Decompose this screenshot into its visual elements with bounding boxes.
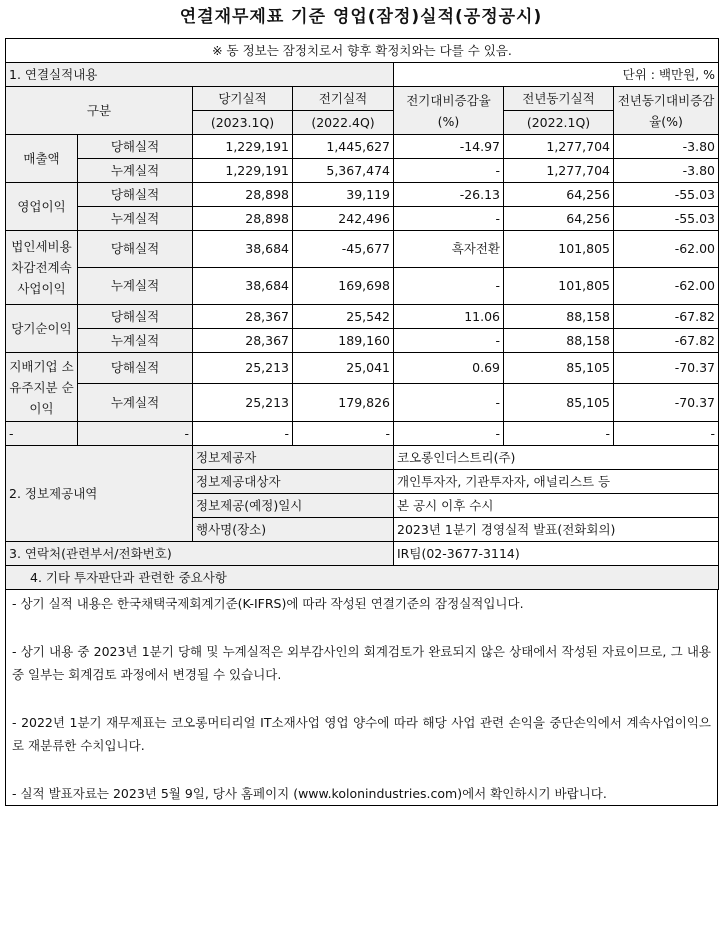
info-value: 개인투자자, 기관투자자, 애널리스트 등 [394, 470, 719, 494]
row-type: 누계실적 [78, 207, 193, 231]
contact-value: IR팀(02-3677-3114) [394, 542, 719, 566]
cell-yoy-perf: 64,256 [504, 207, 614, 231]
section-1-label: 1. 연결실적내용 [6, 63, 394, 87]
info-value: 본 공시 이후 수시 [394, 494, 719, 518]
row-item-pretax-income: 법인세비용차감전계속사업이익 [6, 231, 78, 305]
results-table [5, 38, 719, 590]
cell-yoy-perf: 88,158 [504, 329, 614, 353]
cell-qoq: -14.97 [394, 135, 504, 159]
cell-qoq: - [394, 268, 504, 305]
unit-label: 단위 : 백만원, % [394, 63, 719, 87]
cell-previous: 25,041 [293, 353, 394, 384]
cell-previous: -45,677 [293, 231, 394, 268]
cell-dash: - [193, 422, 293, 446]
header-previous: 전기실적 [293, 87, 394, 111]
header-yoy: 전년동기대비증감율(%) [614, 87, 719, 135]
disclaimer: ※ 동 정보는 잠정치로서 향후 확정치와는 다를 수 있음. [6, 39, 719, 63]
header-yoy-perf: 전년동기실적 [504, 87, 614, 111]
cell-current: 28,367 [193, 329, 293, 353]
table-row [6, 135, 719, 159]
cell-previous: 39,119 [293, 183, 394, 207]
cell-previous: 1,445,627 [293, 135, 394, 159]
cell-yoy: -3.80 [614, 135, 719, 159]
row-type: 누계실적 [78, 384, 193, 422]
cell-qoq: 0.69 [394, 353, 504, 384]
cell-previous: 179,826 [293, 384, 394, 422]
table-row [6, 268, 719, 305]
info-key: 정보제공(예정)일시 [193, 494, 394, 518]
cell-current: 1,229,191 [193, 159, 293, 183]
cell-yoy: -55.03 [614, 207, 719, 231]
cell-qoq: -26.13 [394, 183, 504, 207]
row-type: 당해실적 [78, 353, 193, 384]
row-item-revenue: 매출액 [6, 135, 78, 183]
cell-current: 38,684 [193, 268, 293, 305]
section-4-label: 4. 기타 투자판단과 관련한 중요사항 [6, 566, 719, 590]
row-type: 당해실적 [78, 305, 193, 329]
cell-yoy-perf: 1,277,704 [504, 159, 614, 183]
cell-yoy: -55.03 [614, 183, 719, 207]
table-row [6, 231, 719, 268]
cell-previous: 189,160 [293, 329, 394, 353]
cell-current: 1,229,191 [193, 135, 293, 159]
cell-dash: - [504, 422, 614, 446]
cell-yoy-perf: 101,805 [504, 268, 614, 305]
cell-yoy-perf: 85,105 [504, 353, 614, 384]
table-row [6, 183, 719, 207]
cell-yoy: -62.00 [614, 268, 719, 305]
cell-qoq: - [394, 384, 504, 422]
info-key: 정보제공대상자 [193, 470, 394, 494]
row-type: 누계실적 [78, 268, 193, 305]
header-qoq: 전기대비증감율(%) [394, 87, 504, 135]
row-type: 누계실적 [78, 159, 193, 183]
cell-current: 38,684 [193, 231, 293, 268]
info-value: 2023년 1분기 경영실적 발표(전화회의) [394, 518, 719, 542]
cell-qoq: - [394, 329, 504, 353]
cell-previous: 242,496 [293, 207, 394, 231]
row-type: 당해실적 [78, 231, 193, 268]
header-yoy-period: (2022.1Q) [504, 111, 614, 135]
cell-dash: - [394, 422, 504, 446]
section-2-label: 2. 정보제공내역 [6, 446, 193, 542]
cell-dash: - [293, 422, 394, 446]
disclosure-document [5, 38, 718, 806]
note-item: - 실적 발표자료는 2023년 5월 9일, 당사 홈페이지 (www.kolonindustries.com)에서 확인하시기 바랍니다. [12, 786, 607, 801]
cell-current: 28,898 [193, 207, 293, 231]
row-item-net-income: 당기순이익 [6, 305, 78, 353]
header-category: 구분 [6, 87, 193, 135]
cell-current: 25,213 [193, 353, 293, 384]
cell-previous: 25,542 [293, 305, 394, 329]
table-row [6, 353, 719, 384]
header-current: 당기실적 [193, 87, 293, 111]
cell-yoy: -70.37 [614, 353, 719, 384]
info-key: 정보제공자 [193, 446, 394, 470]
cell-current: 25,213 [193, 384, 293, 422]
info-key: 행사명(장소) [193, 518, 394, 542]
note-item: - 상기 내용 중 2023년 1분기 당해 및 누계실적은 외부감사인의 회계검토가 완료되지 않은 상태에서 작성된 자료이므로, 그 내용 중 일부는 회계검토 과정에서 변경될 수 있습니다. [12, 644, 711, 682]
cell-yoy: -67.82 [614, 329, 719, 353]
table-row [6, 329, 719, 353]
cell-previous: 5,367,474 [293, 159, 394, 183]
row-type: 당해실적 [78, 183, 193, 207]
cell-qoq: - [394, 207, 504, 231]
row-item-operating-profit: 영업이익 [6, 183, 78, 231]
cell-dash: - [614, 422, 719, 446]
page-title: 연결재무제표 기준 영업(잠정)실적(공정공시) [179, 7, 543, 27]
cell-yoy: -70.37 [614, 384, 719, 422]
row-type: 당해실적 [78, 135, 193, 159]
table-row [6, 159, 719, 183]
cell-previous: 169,698 [293, 268, 394, 305]
cell-qoq: 11.06 [394, 305, 504, 329]
cell-dash: - [6, 422, 78, 446]
note-item: - 2022년 1분기 재무제표는 코오롱머티리얼 IT소재사업 영업 양수에 따라 해당 사업 관련 손익을 중단손익에서 계속사업이익으로 재분류한 수치입니다. [12, 715, 711, 753]
header-current-period: (2023.1Q) [193, 111, 293, 135]
row-item-controlling-net-income: 지배기업 소유주지분 순이익 [6, 353, 78, 422]
cell-qoq: - [394, 159, 504, 183]
section-3-label: 3. 연락처(관련부서/전화번호) [6, 542, 394, 566]
cell-current: 28,367 [193, 305, 293, 329]
cell-dash: - [78, 422, 193, 446]
cell-yoy-perf: 88,158 [504, 305, 614, 329]
cell-qoq: 흑자전환 [394, 231, 504, 268]
cell-yoy-perf: 1,277,704 [504, 135, 614, 159]
table-row [6, 384, 719, 422]
cell-yoy: -67.82 [614, 305, 719, 329]
cell-current: 28,898 [193, 183, 293, 207]
row-type: 누계실적 [78, 329, 193, 353]
header-previous-period: (2022.4Q) [293, 111, 394, 135]
cell-yoy-perf: 101,805 [504, 231, 614, 268]
cell-yoy: -3.80 [614, 159, 719, 183]
table-row [6, 207, 719, 231]
cell-yoy-perf: 85,105 [504, 384, 614, 422]
cell-yoy-perf: 64,256 [504, 183, 614, 207]
table-row-empty [6, 422, 719, 446]
notes-block [5, 590, 718, 806]
info-value: 코오롱인더스트리(주) [394, 446, 719, 470]
note-item: - 상기 실적 내용은 한국채택국제회계기준(K-IFRS)에 따라 작성된 연결기준의 잠정실적입니다. [12, 596, 524, 611]
table-row [6, 305, 719, 329]
cell-yoy: -62.00 [614, 231, 719, 268]
